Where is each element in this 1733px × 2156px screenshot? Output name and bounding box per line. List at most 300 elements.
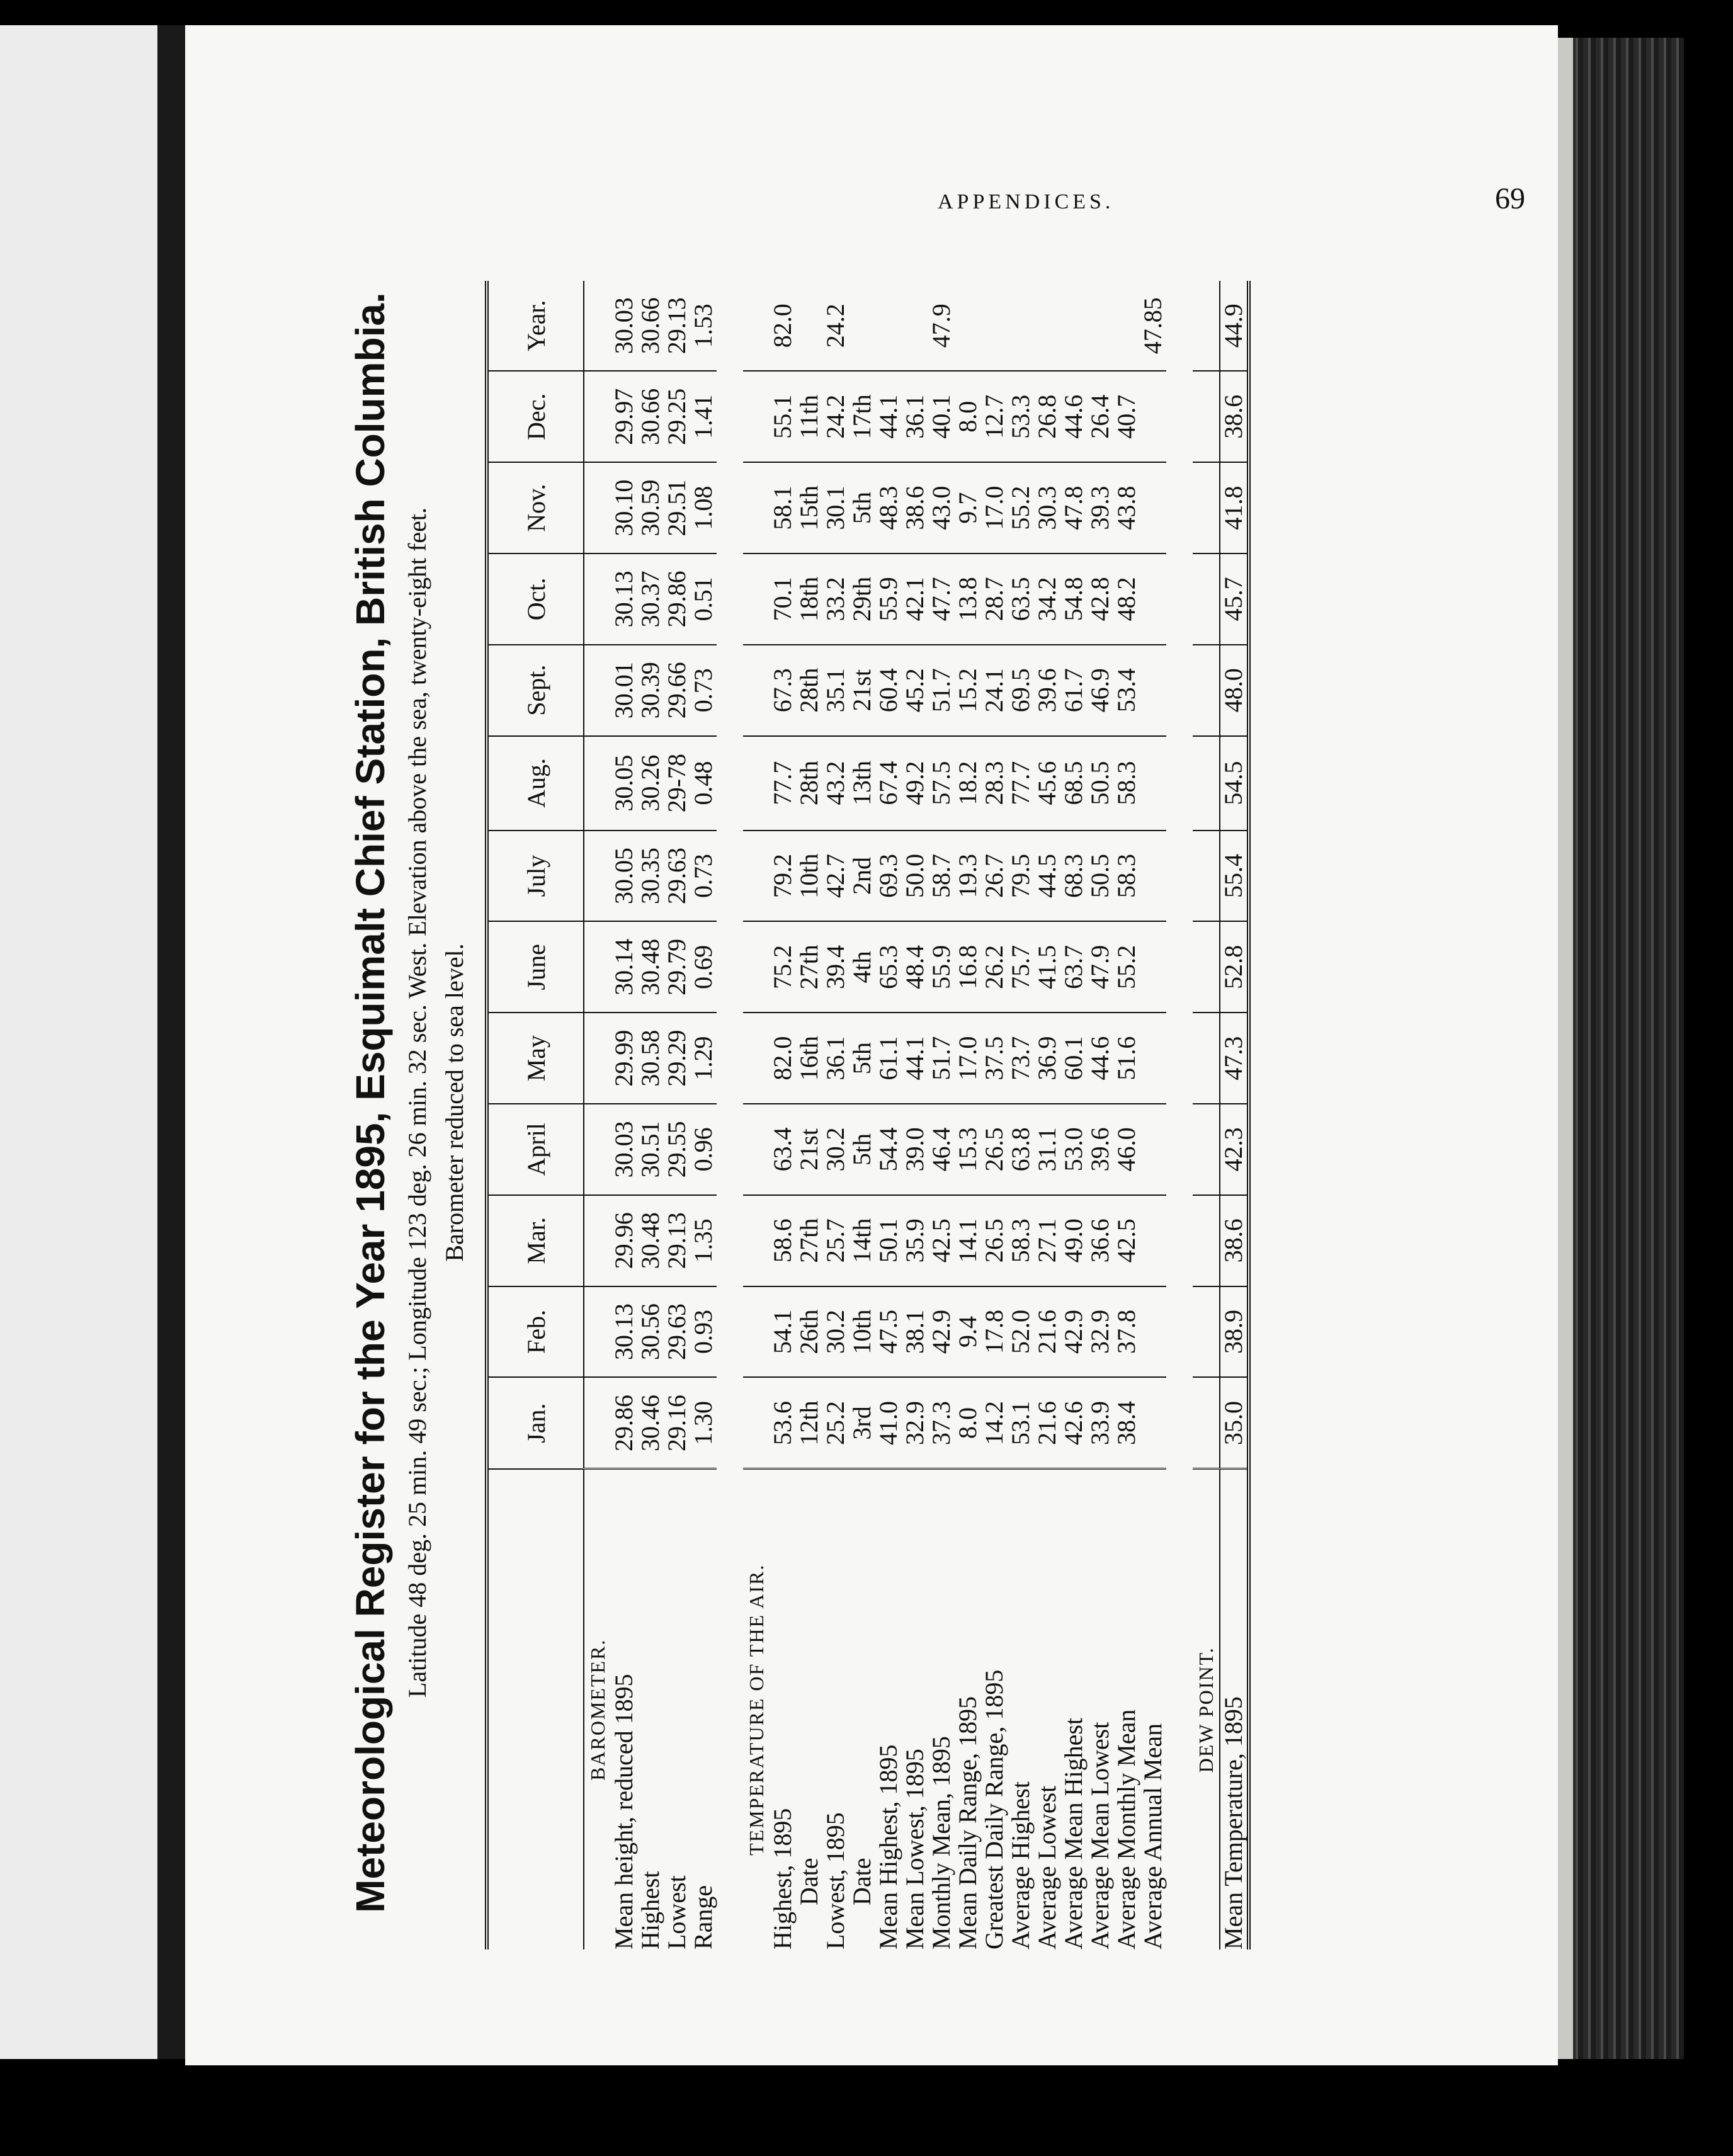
row-label: Range — [689, 1885, 717, 1949]
table-cell: 42.6 — [1060, 1377, 1087, 1469]
register-location: Latitude 48 deg. 25 min. 49 sec.; Longitude 123 deg. 26 min. 32 sec. West. Elevation above the sea, twenty-eight feet. — [403, 507, 431, 1698]
table-cell: 77.7 — [770, 736, 796, 831]
table-cell: 24.1 — [981, 645, 1008, 736]
table-cell: 30.26 — [637, 736, 664, 831]
table-row — [955, 281, 981, 1949]
table-cell: 58.1 — [770, 462, 796, 553]
row-label: Monthly Mean, 1895 — [927, 1736, 955, 1949]
month-header: Oct. — [487, 553, 584, 645]
table-cell: 29.25 — [664, 371, 690, 462]
table-cell: 13.8 — [955, 553, 981, 645]
section-heading: TEMPERATURE OF THE AIR. — [745, 1563, 768, 1856]
table-cell: 67.4 — [875, 736, 902, 831]
table-row — [849, 281, 875, 1949]
table-cell: 49.2 — [902, 736, 928, 831]
table-cell: 44.6 — [1087, 1013, 1113, 1104]
table-cell: 47.7 — [928, 553, 955, 645]
row-label: Average Highest — [1006, 1781, 1035, 1949]
table-cell: 35.0 — [1220, 1377, 1249, 1469]
table-cell: 35.1 — [822, 645, 849, 736]
table-cell: 17.0 — [955, 1013, 981, 1104]
table-cell: 52.0 — [1008, 1286, 1034, 1378]
row-label: Date — [795, 1858, 823, 1905]
table-cell: 21.6 — [1034, 1377, 1060, 1469]
month-header: May — [487, 1013, 584, 1104]
table-row — [875, 281, 902, 1949]
table-cell: 69.5 — [1008, 645, 1034, 736]
table-cell — [902, 281, 928, 371]
table-cell: 42.3 — [1220, 1104, 1249, 1195]
row-label: Average Mean Highest — [1059, 1717, 1088, 1949]
table-cell: 9.4 — [955, 1286, 981, 1378]
table-cell: 1.35 — [690, 1195, 717, 1286]
table-cell — [1140, 1195, 1166, 1286]
table-cell — [1140, 1013, 1166, 1104]
table-cell: 50.5 — [1087, 831, 1113, 922]
page-edge-strip — [1558, 38, 1573, 2059]
table-cell: 54.5 — [1220, 736, 1249, 831]
table-cell: 55.1 — [770, 371, 796, 462]
table-row — [796, 281, 822, 1949]
table-cell — [981, 281, 1008, 371]
table-cell: 15.2 — [955, 645, 981, 736]
section-heading: BAROMETER. — [586, 1638, 609, 1781]
table-cell: 39.0 — [902, 1104, 928, 1195]
table-cell: 38.6 — [1220, 371, 1249, 462]
table-cell — [1034, 281, 1060, 371]
table-cell: 63.5 — [1008, 553, 1034, 645]
table-cell — [1140, 736, 1166, 831]
table-cell: 14th — [849, 1195, 875, 1286]
table-cell: 75.7 — [1008, 921, 1034, 1013]
table-cell: 28.7 — [981, 553, 1008, 645]
table-cell: 54.8 — [1060, 553, 1087, 645]
table-cell: 30.48 — [637, 1195, 664, 1286]
table-cell — [1008, 281, 1034, 371]
row-label: Mean Daily Range, 1895 — [953, 1696, 982, 1949]
running-head: APPENDICES. — [938, 190, 1115, 213]
table-cell: 24.2 — [822, 371, 849, 462]
table-cell: 4th — [849, 921, 875, 1013]
table-cell — [1140, 1377, 1166, 1469]
section-heading: DEW POINT. — [1195, 1647, 1217, 1773]
table-cell: 60.4 — [875, 645, 902, 736]
table-cell: 28.3 — [981, 736, 1008, 831]
row-label: Average Mean Lowest — [1086, 1722, 1114, 1949]
table-cell: 61.1 — [875, 1013, 902, 1104]
table-cell: 29.51 — [664, 462, 690, 553]
table-cell: 29.66 — [664, 645, 690, 736]
table-cell: 26th — [796, 1286, 822, 1378]
table-cell — [1140, 462, 1166, 553]
table-cell: 30.14 — [611, 921, 637, 1013]
table-cell: 30.3 — [1034, 462, 1060, 553]
row-label: Average Annual Mean — [1139, 1723, 1167, 1949]
table-cell — [1140, 831, 1166, 922]
table-cell: 40.7 — [1113, 371, 1140, 462]
section-spacer — [1166, 281, 1193, 1949]
table-row — [981, 281, 1008, 1949]
table-cell: 30.59 — [637, 462, 664, 553]
table-cell: 12th — [796, 1377, 822, 1469]
table-cell: 30.39 — [637, 645, 664, 736]
table-cell: 19.3 — [955, 831, 981, 922]
table-cell: 21st — [849, 645, 875, 736]
table-cell: 55.4 — [1220, 831, 1249, 922]
table-row — [1034, 281, 1060, 1949]
table-cell: 30.51 — [637, 1104, 664, 1195]
table-cell: 5th — [849, 1013, 875, 1104]
table-cell: 0.73 — [690, 645, 717, 736]
table-cell: 8.0 — [955, 371, 981, 462]
table-cell: 67.3 — [770, 645, 796, 736]
table-cell: 15.3 — [955, 1104, 981, 1195]
month-header: Feb. — [487, 1286, 584, 1378]
table-cell: 48.3 — [875, 462, 902, 553]
table-cell: 29.29 — [664, 1013, 690, 1104]
table-cell: 33.9 — [1087, 1377, 1113, 1469]
table-cell: 79.2 — [770, 831, 796, 922]
row-label: Mean Temperature, 1895 — [1220, 1469, 1249, 1949]
table-cell: 51.7 — [928, 645, 955, 736]
table-cell: 14.2 — [981, 1377, 1008, 1469]
facing-page-edge — [0, 25, 161, 2059]
table-row — [1113, 281, 1140, 1949]
table-cell: 43.2 — [822, 736, 849, 831]
row-label: Highest — [636, 1871, 664, 1949]
table-row — [664, 281, 690, 1949]
table-cell: 14.1 — [955, 1195, 981, 1286]
table-cell: 36.6 — [1087, 1195, 1113, 1286]
table-cell: 48.4 — [902, 921, 928, 1013]
table-cell: 54.4 — [875, 1104, 902, 1195]
section-heading-row — [1193, 281, 1220, 1949]
table-cell: 16.8 — [955, 921, 981, 1013]
table-cell: 0.93 — [690, 1286, 717, 1378]
register-body — [584, 281, 1249, 1949]
table-cell: 55.9 — [928, 921, 955, 1013]
table-cell: 36.1 — [822, 1013, 849, 1104]
table-cell: 58.7 — [928, 831, 955, 922]
table-cell: 50.0 — [902, 831, 928, 922]
table-cell: 29.99 — [611, 1013, 637, 1104]
table-cell: 32.9 — [1087, 1286, 1113, 1378]
table-cell: 42.1 — [902, 553, 928, 645]
table-cell: 26.5 — [981, 1195, 1008, 1286]
table-cell: 68.3 — [1060, 831, 1087, 922]
table-cell: 30.2 — [822, 1286, 849, 1378]
table-row — [770, 281, 796, 1949]
row-label: Average Monthly Mean — [1112, 1709, 1140, 1949]
table-cell — [875, 281, 902, 371]
table-cell: 38.6 — [902, 462, 928, 553]
month-header: Jan. — [487, 1377, 584, 1469]
table-cell: 38.6 — [1220, 1195, 1249, 1286]
table-cell: 41.8 — [1220, 462, 1249, 553]
table-cell: 26.2 — [981, 921, 1008, 1013]
table-cell: 12.7 — [981, 371, 1008, 462]
table-cell: 77.7 — [1008, 736, 1034, 831]
table-cell: 27th — [796, 1195, 822, 1286]
table-cell: 30.03 — [611, 1104, 637, 1195]
table-cell — [1140, 1286, 1166, 1378]
table-row — [1220, 281, 1249, 1949]
table-cell: 29.55 — [664, 1104, 690, 1195]
page-number: 69 — [1495, 182, 1525, 215]
table-cell: 48.2 — [1113, 553, 1140, 645]
table-cell: 39.6 — [1034, 645, 1060, 736]
table-cell: 29.86 — [664, 553, 690, 645]
table-cell: 41.5 — [1034, 921, 1060, 1013]
table-cell: 58.3 — [1113, 831, 1140, 922]
table-cell — [1087, 281, 1113, 371]
table-cell: 15th — [796, 462, 822, 553]
table-cell: 30.01 — [611, 645, 637, 736]
table-cell: 41.0 — [875, 1377, 902, 1469]
table-cell — [955, 281, 981, 371]
table-row — [1140, 281, 1166, 1949]
table-cell: 24.2 — [822, 281, 849, 371]
table-cell: 37.5 — [981, 1013, 1008, 1104]
table-cell: 58.3 — [1008, 1195, 1034, 1286]
table-row — [637, 281, 664, 1949]
table-cell: 17.8 — [981, 1286, 1008, 1378]
table-cell: 57.5 — [928, 736, 955, 831]
month-header: Dec. — [487, 371, 584, 462]
meteorological-register — [341, 256, 1336, 1949]
table-cell: 53.1 — [1008, 1377, 1034, 1469]
table-cell: 65.3 — [875, 921, 902, 1013]
table-row — [928, 281, 955, 1949]
table-cell: 63.4 — [770, 1104, 796, 1195]
row-label: Mean Highest, 1895 — [874, 1744, 902, 1949]
table-cell: 55.2 — [1008, 462, 1034, 553]
table-cell: 30.05 — [611, 831, 637, 922]
table-cell: 10th — [849, 1286, 875, 1378]
register-table — [485, 281, 1251, 1949]
table-cell: 46.9 — [1087, 645, 1113, 736]
table-cell: 30.10 — [611, 462, 637, 553]
table-cell: 29th — [849, 553, 875, 645]
table-cell: 68.5 — [1060, 736, 1087, 831]
table-cell: 43.0 — [928, 462, 955, 553]
row-label: Lowest — [662, 1875, 691, 1949]
table-cell: 82.0 — [770, 281, 796, 371]
table-cell: 9.7 — [955, 462, 981, 553]
month-header: Mar. — [487, 1195, 584, 1286]
table-cell: 38.1 — [902, 1286, 928, 1378]
month-header: April — [487, 1104, 584, 1195]
table-cell: 39.3 — [1087, 462, 1113, 553]
table-row — [1060, 281, 1087, 1949]
table-cell: 11th — [796, 371, 822, 462]
table-cell: 29.63 — [664, 1286, 690, 1378]
table-cell: 44.5 — [1034, 831, 1060, 922]
section-spacer — [717, 281, 743, 1949]
table-cell: 51.6 — [1113, 1013, 1140, 1104]
table-cell: 53.6 — [770, 1377, 796, 1469]
table-cell: 29.79 — [664, 921, 690, 1013]
table-cell: 2nd — [849, 831, 875, 922]
table-cell: 30.13 — [611, 1286, 637, 1378]
table-cell: 29.63 — [664, 831, 690, 922]
table-cell: 25.7 — [822, 1195, 849, 1286]
table-cell: 69.3 — [875, 831, 902, 922]
row-label: Date — [848, 1858, 876, 1905]
row-label: Highest, 1895 — [768, 1808, 797, 1949]
table-cell: 26.4 — [1087, 371, 1113, 462]
table-cell: 42.9 — [928, 1286, 955, 1378]
table-cell: 25.2 — [822, 1377, 849, 1469]
table-cell: 58.3 — [1113, 736, 1140, 831]
table-row — [902, 281, 928, 1949]
table-cell: 29.96 — [611, 1195, 637, 1286]
table-cell: 50.5 — [1087, 736, 1113, 831]
table-cell: 29-78 — [664, 736, 690, 831]
table-cell: 0.51 — [690, 553, 717, 645]
section-heading-row — [743, 281, 770, 1949]
label-header — [487, 1469, 584, 1949]
table-cell: 54.1 — [770, 1286, 796, 1378]
table-cell: 48.0 — [1220, 645, 1249, 736]
table-cell: 10th — [796, 831, 822, 922]
table-cell: 30.56 — [637, 1286, 664, 1378]
table-cell: 47.3 — [1220, 1013, 1249, 1104]
table-cell: 43.8 — [1113, 462, 1140, 553]
table-cell: 26.8 — [1034, 371, 1060, 462]
table-cell: 13th — [849, 736, 875, 831]
table-cell — [1060, 281, 1087, 371]
table-cell: 18th — [796, 553, 822, 645]
section-heading-row — [584, 281, 611, 1949]
table-cell: 29.86 — [611, 1377, 637, 1469]
month-header: Sept. — [487, 645, 584, 736]
table-cell: 46.0 — [1113, 1104, 1140, 1195]
table-cell: 53.4 — [1113, 645, 1140, 736]
table-cell: 39.4 — [822, 921, 849, 1013]
book-gutter — [157, 25, 185, 2059]
month-header-row — [487, 281, 584, 1949]
table-cell: 60.1 — [1060, 1013, 1087, 1104]
table-cell: 46.4 — [928, 1104, 955, 1195]
table-cell: 44.6 — [1060, 371, 1087, 462]
table-cell: 1.29 — [690, 1013, 717, 1104]
table-cell: 44.1 — [902, 1013, 928, 1104]
table-cell: 27th — [796, 921, 822, 1013]
table-cell: 28th — [796, 645, 822, 736]
table-cell: 30.66 — [637, 371, 664, 462]
table-cell: 1.30 — [690, 1377, 717, 1469]
table-cell: 29.97 — [611, 371, 637, 462]
table-cell: 44.1 — [875, 371, 902, 462]
table-row — [1087, 281, 1113, 1949]
table-cell: 55.9 — [875, 553, 902, 645]
table-row — [690, 281, 717, 1949]
table-cell: 28th — [796, 736, 822, 831]
table-cell: 75.2 — [770, 921, 796, 1013]
table-cell: 42.5 — [1113, 1195, 1140, 1286]
table-cell: 30.58 — [637, 1013, 664, 1104]
table-cell: 42.7 — [822, 831, 849, 922]
table-cell: 42.9 — [1060, 1286, 1087, 1378]
row-label: Lowest, 1895 — [821, 1812, 849, 1949]
table-cell: 42.5 — [928, 1195, 955, 1286]
table-row — [822, 281, 849, 1949]
table-cell: 0.69 — [690, 921, 717, 1013]
month-header: July — [487, 831, 584, 922]
table-cell: 55.2 — [1113, 921, 1140, 1013]
table-cell: 38.4 — [1113, 1377, 1140, 1469]
table-cell: 51.7 — [928, 1013, 955, 1104]
register-title: Meteorological Register for the Year 1895, Esquimalt Chief Station, British Columbia. — [348, 292, 393, 1913]
table-cell: 47.9 — [928, 281, 955, 371]
table-cell — [796, 281, 822, 371]
table-cell — [1140, 1104, 1166, 1195]
table-cell: 73.7 — [1008, 1013, 1034, 1104]
table-cell: 61.7 — [1060, 645, 1087, 736]
table-cell: 34.2 — [1034, 553, 1060, 645]
table-cell: 16th — [796, 1013, 822, 1104]
table-cell: 39.6 — [1087, 1104, 1113, 1195]
month-header: June — [487, 921, 584, 1013]
table-cell: 0.96 — [690, 1104, 717, 1195]
table-cell: 52.8 — [1220, 921, 1249, 1013]
row-label: Mean height, reduced 1895 — [610, 1674, 638, 1949]
table-cell — [1140, 921, 1166, 1013]
table-cell — [849, 281, 875, 371]
table-cell: 63.8 — [1008, 1104, 1034, 1195]
table-cell: 29.13 — [664, 1195, 690, 1286]
table-cell — [1140, 553, 1166, 645]
table-cell: 27.1 — [1034, 1195, 1060, 1286]
table-cell: 31.1 — [1034, 1104, 1060, 1195]
table-cell: 53.3 — [1008, 371, 1034, 462]
table-cell: 53.0 — [1060, 1104, 1087, 1195]
table-cell — [1140, 371, 1166, 462]
table-cell: 30.1 — [822, 462, 849, 553]
table-cell: 49.0 — [1060, 1195, 1087, 1286]
table-cell: 26.7 — [981, 831, 1008, 922]
table-cell: 1.08 — [690, 462, 717, 553]
table-row — [1008, 281, 1034, 1949]
table-cell: 5th — [849, 462, 875, 553]
table-cell: 5th — [849, 1104, 875, 1195]
table-cell: 30.13 — [611, 553, 637, 645]
table-cell: 29.13 — [664, 281, 690, 371]
table-cell: 47.85 — [1140, 281, 1166, 371]
table-cell: 26.5 — [981, 1104, 1008, 1195]
table-cell: 1.53 — [690, 281, 717, 371]
table-cell — [1140, 645, 1166, 736]
table-cell: 18.2 — [955, 736, 981, 831]
month-header: Nov. — [487, 462, 584, 553]
table-cell: 36.1 — [902, 371, 928, 462]
table-cell: 47.9 — [1087, 921, 1113, 1013]
table-cell: 36.9 — [1034, 1013, 1060, 1104]
table-cell: 30.37 — [637, 553, 664, 645]
table-cell: 30.48 — [637, 921, 664, 1013]
row-label: Mean Lowest, 1895 — [901, 1749, 929, 1949]
table-cell: 30.35 — [637, 831, 664, 922]
table-cell: 70.1 — [770, 553, 796, 645]
table-cell: 42.8 — [1087, 553, 1113, 645]
table-cell: 63.7 — [1060, 921, 1087, 1013]
month-header: Year. — [487, 281, 584, 371]
table-cell: 0.73 — [690, 831, 717, 922]
table-cell: 0.48 — [690, 736, 717, 831]
register-note: Barometer reduced to sea level. — [440, 943, 469, 1262]
table-cell: 33.2 — [822, 553, 849, 645]
